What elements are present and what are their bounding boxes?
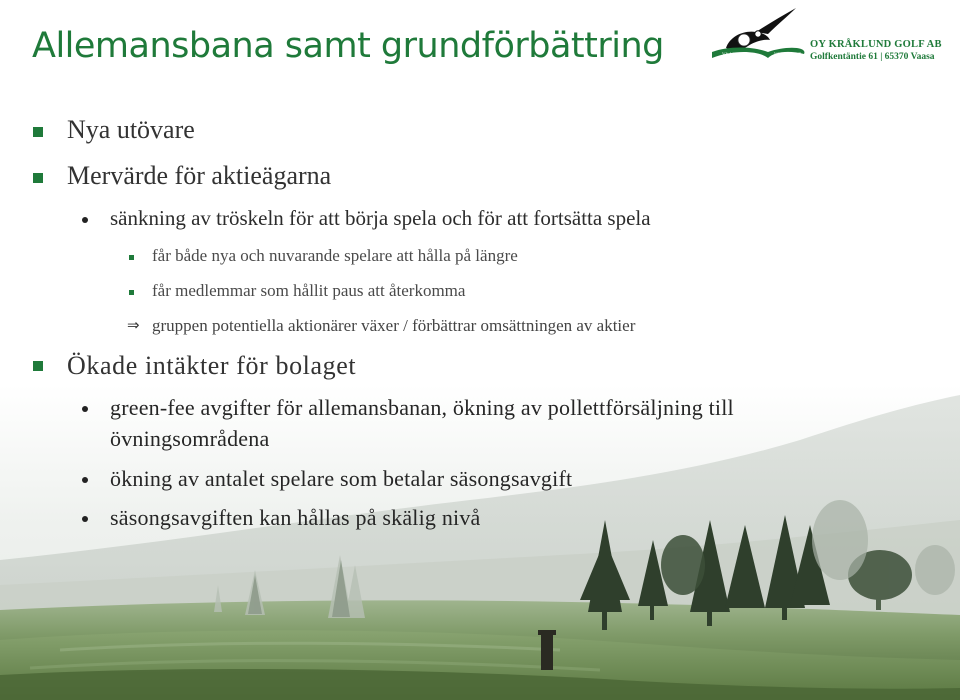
bullet-dot-icon [82,217,88,223]
bullet-square-icon [33,361,43,371]
bullet-level1: Mervärde för aktieägarna [67,161,332,190]
company-name: OY KRÅKLUND GOLF AB [810,39,942,50]
logo-banner-right: VASA GOLF [774,53,801,58]
bullet-level3: får både nya och nuvarande spelare att hålla på längre [152,246,518,265]
bullet-dot-icon [82,516,88,522]
bullet-level2: ökning av antalet spelare som betalar säsongsavgift [110,466,573,491]
bullet-square-icon [129,255,134,260]
bullet-level2: säsongsavgiften kan hållas på skälig nivå [110,505,481,530]
bullet-level2: sänkning av tröskeln för att börja spela och för att fortsätta spela [110,206,651,230]
bullet-level1: Ökade intäkter för bolaget [67,351,357,380]
bullet-level3: får medlemmar som hållit paus att återkomma [152,281,466,300]
bullet-square-icon [129,290,134,295]
bullet-dot-icon [82,406,88,412]
logo-banner-left: VAASA GOLF [722,53,753,58]
bullet-level2: green-fee avgifter för allemansbanan, ökning av pollettförsäljning till [110,395,734,420]
company-address: Golfkentäntie 61 | 65370 Vaasa [810,52,935,62]
implies-arrow-icon: ⇒ [127,316,140,334]
bullet-conclusion: gruppen potentiella aktionärer växer / förbättrar omsättningen av aktier [152,316,636,335]
bullet-dot-icon [82,477,88,483]
slide-title: Allemansbana samt grundförbättring [32,26,664,66]
bullet-level2-continuation: övningsområdena [110,426,270,451]
bullet-level1: Nya utövare [67,115,195,144]
bullet-square-icon [33,173,43,183]
bullet-square-icon [33,127,43,137]
